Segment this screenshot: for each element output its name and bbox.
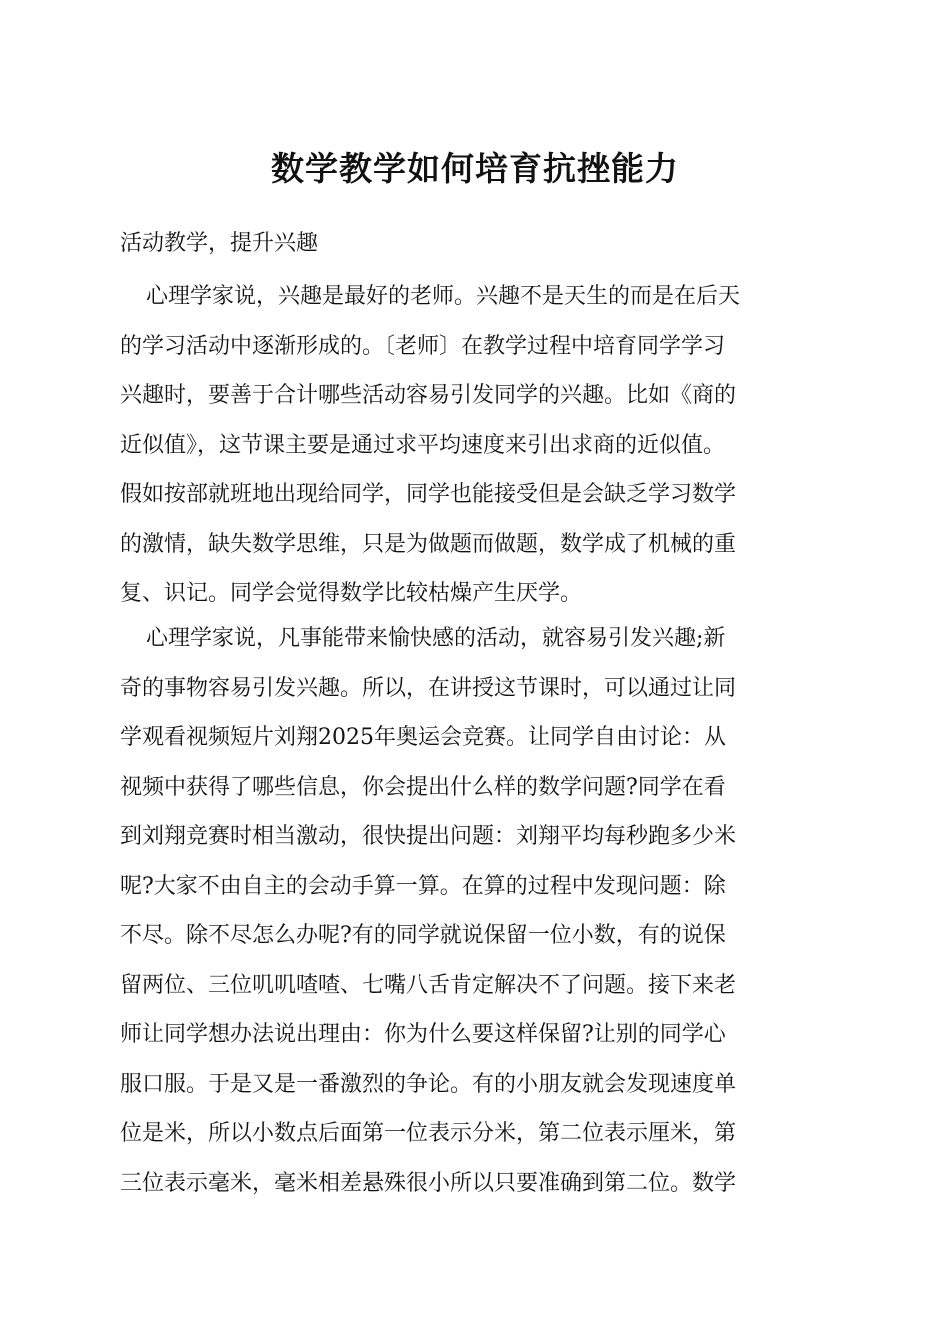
paragraph-line: 奇的事物容易引发兴趣。所以，在讲授这节课时，可以通过让同 — [120, 675, 737, 701]
paragraph-line: 复、识记。同学会觉得数学比较枯燥产生厌学。 — [120, 581, 583, 606]
paragraph-line: 心理学家说，兴趣是最好的老师。兴趣不是天生的而是在后天 — [146, 284, 741, 309]
paragraph-line: 视频中获得了哪些信息，你会提出什么样的数学问题?同学在看 — [120, 774, 726, 800]
paragraph-line: 兴趣时，要善于合计哪些活动容易引发同学的兴趣。比如《商的 — [120, 383, 737, 408]
paragraph-line: 留两位、三位叽叽喳喳、七嘴八舌肯定解决不了问题。接下来老 — [120, 972, 737, 998]
paragraph-line: 位是米，所以小数点后面第一位表示分米，第二位表示厘米，第 — [120, 1121, 737, 1146]
paragraph-line: 的激情，缺失数学思维，只是为做题而做题，数学成了机械的重 — [120, 531, 737, 557]
paragraph-line: 学观看视频短片刘翔2025年奥运会竞赛。让同学自由讨论：从 — [120, 725, 726, 750]
paragraph-line: 心理学家说，凡事能带来愉快感的活动，就容易引发兴趣;新 — [146, 626, 726, 651]
paragraph-line: 呢?大家不由自主的会动手算一算。在算的过程中发现问题：除 — [120, 873, 726, 899]
paragraph-line: 近似值》，这节课主要是通过求平均速度来引出求商的近似值。 — [120, 432, 726, 458]
paragraph-line: 服口服。于是又是一番激烈的争论。有的小朋友就会发现速度单 — [120, 1071, 737, 1097]
paragraph-line: 三位表示毫米，毫米相差悬殊很小所以只要准确到第二位。数学 — [120, 1170, 737, 1196]
paragraph-2 — [120, 614, 840, 1208]
paragraph-1 — [120, 272, 840, 619]
paragraph-line: 假如按部就班地出现给同学，同学也能接受但是会缺乏学习数学 — [120, 482, 737, 507]
paragraph-line: 的学习活动中逐渐形成的。〔老师〕在教学过程中培育同学学习 — [120, 333, 726, 359]
paragraph-line: 师让同学想办法说出理由：你为什么要这样保留?让别的同学心 — [120, 1022, 726, 1047]
section-heading: 活动教学，提升兴趣 — [120, 231, 319, 256]
document-title: 数学教学如何培育抗挫能力 — [271, 149, 679, 188]
paragraph-line: 到刘翔竞赛时相当激动，很快提出问题：刘翔平均每秒跑多少米 — [120, 824, 737, 849]
paragraph-line: 不尽。除不尽怎么办呢?有的同学就说保留一位小数，有的说保 — [120, 923, 726, 948]
